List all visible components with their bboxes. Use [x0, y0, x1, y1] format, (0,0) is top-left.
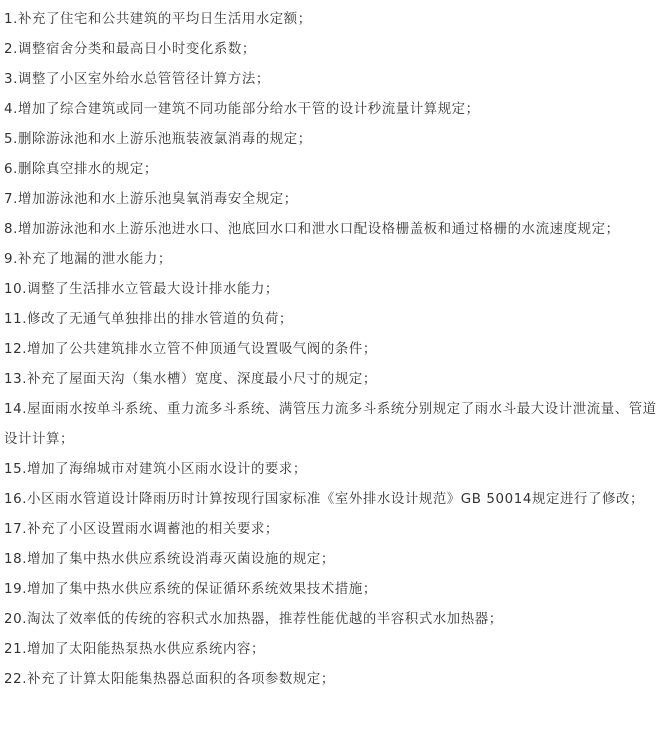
- list-item: 9.补充了地漏的泄水能力；: [4, 252, 172, 267]
- list-item: 16.小区雨水管道设计降雨历时计算按现行国家标准《室外排水设计规范》GB 50014规定进行了修改；: [4, 492, 644, 507]
- list-item: 10.调整了生活排水立管最大设计排水能力；: [4, 282, 279, 297]
- list-item: 22.补充了计算太阳能集热器总面积的各项参数规定；: [4, 672, 335, 687]
- list-item: 6.删除真空排水的规定；: [4, 162, 158, 177]
- list-item: 18.增加了集中热水供应系统设消毒灭菌设施的规定；: [4, 552, 335, 567]
- list-item: 20.淘汰了效率低的传统的容积式水加热器，推荐性能优越的半容积式水加热器；: [4, 612, 503, 627]
- list-item: 13.补充了屋面天沟（集水槽）宽度、深度最小尺寸的规定；: [4, 372, 377, 387]
- list-item: 2.调整宿舍分类和最高日小时变化系数；: [4, 42, 256, 57]
- list-item: 15.增加了海绵城市对建筑小区雨水设计的要求；: [4, 462, 307, 477]
- list-item: 17.补充了小区设置雨水调蓄池的相关要求；: [4, 522, 279, 537]
- list-item: 14.屋面雨水按单斗系统、重力流多斗系统、满管压力流多斗系统分别规定了雨水斗最大设计泄流量、管道设计计算；: [4, 402, 657, 447]
- list-item: 4.增加了综合建筑或同一建筑不同功能部分给水干管的设计秒流量计算规定；: [4, 102, 480, 117]
- list-item: 8.增加游泳池和水上游乐池进水口、池底回水口和泄水口配设格栅盖板和通过格栅的水流速度规定；: [4, 222, 620, 237]
- list-item: 3.调整了小区室外给水总管管径计算方法；: [4, 72, 270, 87]
- list-item: 21.增加了太阳能热泵热水供应系统内容；: [4, 642, 265, 657]
- list-item: 11.修改了无通气单独排出的排水管道的负荷；: [4, 312, 293, 327]
- list-item: 7.增加游泳池和水上游乐池臭氧消毒安全规定；: [4, 192, 298, 207]
- list-item: 19.增加了集中热水供应系统的保证循环系统效果技术措施；: [4, 582, 377, 597]
- list-item: 1.补充了住宅和公共建筑的平均日生活用水定额；: [4, 12, 312, 27]
- list-item: 12.增加了公共建筑排水立管不伸顶通气设置吸气阀的条件；: [4, 342, 377, 357]
- list-item: 5.删除游泳池和水上游乐池瓶装液氯消毒的规定；: [4, 132, 312, 147]
